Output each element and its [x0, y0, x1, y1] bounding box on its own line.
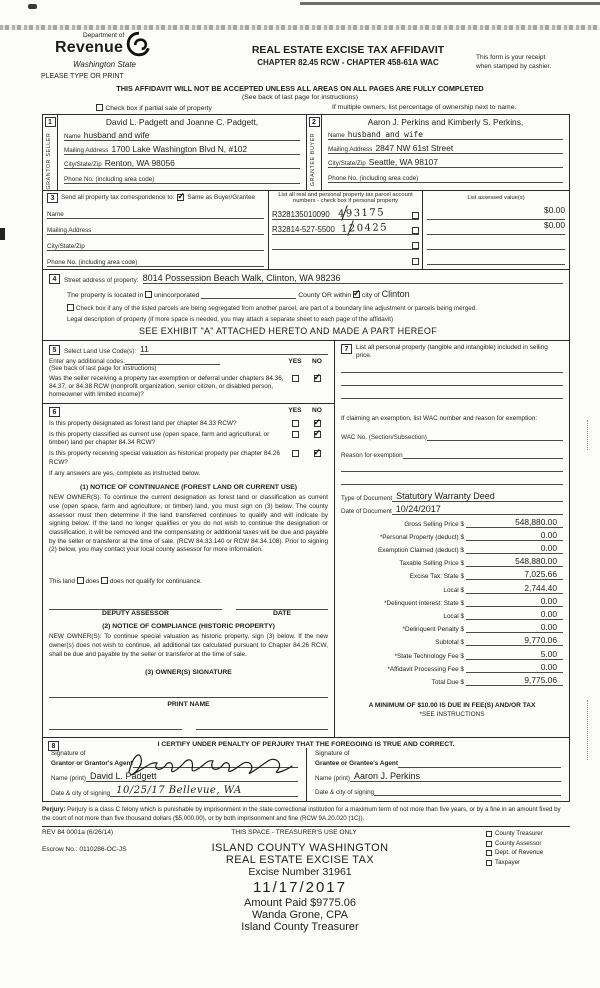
city-value: Clinton [381, 288, 410, 299]
handwritten-parcel-number: 120425 [340, 222, 389, 236]
total-due-value: 9,775.06 [466, 675, 563, 686]
land-use-code-label: Select Land Use Code(s): [64, 347, 137, 355]
city-state-zip-label: City/State/Zip [328, 160, 366, 167]
page-title: REAL ESTATE EXCISE TAX AFFIDAVIT [251, 44, 445, 56]
section-1-number: 1 [45, 117, 56, 127]
parcel-number: R328135010090 [272, 210, 330, 220]
buyer-grantee-side-label: GRANTEE BUYER [310, 133, 317, 187]
personal-property-checkbox [412, 242, 419, 249]
parcel-row [272, 250, 419, 265]
exemption-question: Was the seller receiving a property tax exemption or deferral under chapters 84.36, 84.37, or 84.38 RCW (nonprofit organization, senior citizen, or disabled person, homeowner with limited income)? [49, 374, 284, 399]
grantee-signature-block [306, 748, 569, 801]
taxable-selling-price-label: Taxable Selling Price $ [399, 560, 464, 568]
print-name-label: PRINT NAME [167, 701, 210, 709]
no-header: NO [312, 357, 322, 365]
gross-selling-price-value: 548,880.00 [466, 517, 563, 528]
scan-noise-band [0, 25, 600, 30]
mailing-address-label: Mailing Address [47, 226, 92, 234]
buyer-name-line2: husband and wife [347, 130, 423, 139]
seller-grantor-section [43, 115, 306, 190]
notice-compliance-body: NEW OWNER(S): To continue special valuation as historic property, sign (3) below. If the new owner(s) does not wish to continue, all additional tax calculated pursuant to Chapter 84.26 RCW, shall be due and payable by the seller or transferor at the time of sale. [49, 633, 328, 658]
current-use-no-checkbox: ✓ [313, 427, 322, 438]
dor-logo-block [41, 32, 220, 80]
phone-label: Phone No. (including area code) [47, 258, 138, 266]
partial-sale-label: Check box if partial sale of property [105, 105, 212, 112]
section-3-number: 3 [47, 193, 58, 203]
grantor-agent-label: Grantor or Grantor's Agent [51, 759, 133, 767]
date-city-label: Date & city of signing [315, 789, 375, 797]
unincorporated-checkbox [145, 291, 152, 298]
stamp-tax-line: REAL ESTATE EXCISE TAX [225, 854, 375, 867]
receipt-note: This form is your receipt when stamped by cashier. [476, 54, 552, 70]
personal-property-checkbox [412, 227, 419, 234]
multiple-owners-note: If multiple owners, list percentage of ownership next to name. [332, 104, 517, 111]
date-city-label: Date & city of signing [51, 790, 111, 798]
state-technology-fee-value: 5.00 [466, 649, 563, 660]
phone-label: Phone No. (including area code) [64, 176, 155, 183]
delinquent-penalty-value: 0.00 [466, 622, 563, 633]
scan-artifact [300, 2, 600, 5]
current-use-question: Is this property classified as current use (open space, farm and agricultural, or timber) land per chapter 84.34 RCW? [49, 430, 270, 447]
stamp-amount-paid: Amount Paid $9775.06 [244, 897, 356, 910]
stamp-treasurer-name: Wanda Grone, CPA [252, 909, 348, 922]
current-use-yes-checkbox [292, 431, 299, 438]
delinquent-interest-local-value: 0.00 [466, 609, 563, 620]
mailing-address-label: Mailing Address [64, 147, 109, 154]
city-state-zip-label: City/State/Zip [47, 242, 85, 250]
assessed-value: $0.00 [427, 220, 565, 235]
assessed-values-header: List assessed value(s) [467, 194, 525, 201]
county-treasurer-label: County Treasurer [495, 830, 543, 838]
wac-number-label: WAC No. (Section/Subsection) [341, 433, 427, 441]
affidavit-processing-fee-label: *Affidavit Processing Fee $ [387, 665, 464, 673]
street-address-value: 8014 Possession Beach Walk, Clinton, WA 98236 [143, 273, 563, 284]
buyer-grantee-section [306, 115, 569, 190]
scan-artifact [587, 700, 588, 760]
section-8-number: 8 [48, 741, 59, 751]
county-blank [201, 291, 296, 299]
seller-address: 1700 Lake Washington Blvd N, #102 [111, 144, 248, 154]
blank-line [341, 360, 563, 373]
exemption-no-checkbox: ✓ [313, 371, 322, 382]
personal-property-checkbox [412, 258, 419, 265]
reason-exemption-blank [403, 458, 563, 459]
parcel-numbers-header: List all real and personal property tax parcel account numbers - check box if personal property [278, 191, 413, 205]
personal-property-header: List all personal property (tangible and intangible) included in selling price. [356, 343, 548, 359]
perjury-label: Perjury: [42, 806, 66, 814]
buyer-name-line1: Aaron J. Perkins and Kimberly S. Perkins, [367, 117, 524, 127]
washington-state-label: Washington State [73, 60, 137, 69]
blank-line [341, 373, 563, 386]
this-land-label: This land [49, 577, 75, 585]
dept-of-label: Department of [83, 32, 125, 39]
see-instructions-note: *SEE INSTRUCTIONS [419, 710, 485, 718]
forest-land-question: Is this property designated as forest land per chapter 84.33 RCW? [49, 419, 237, 427]
affidavit-processing-fee-value: 0.00 [466, 662, 563, 673]
dor-swirl-icon [126, 31, 152, 62]
dept-of-revenue-label: Dept. of Revenue [495, 849, 544, 857]
total-due-label: Total Due $ [431, 678, 464, 686]
legal-description-label: Legal description of property (if more space is needed, you may attach a separate sheet to each page of the affidavit) [67, 315, 394, 323]
assessor-date-line [236, 602, 328, 610]
perjury-text: Perjury is a class C felony which is punishable by imprisonment in the state correctional institution for a maximum term of not more than five years, or by a fine in an amount fixed by the court of not more than five thousand dollars ($5,000.00), or by both imprisonment and fine (RCW 9A.20.020 (1C)). [42, 806, 561, 822]
if-yes-note: If any answers are yes, complete as instructed below. [49, 470, 201, 478]
deputy-assessor-line [49, 602, 222, 610]
tax-correspondence-section [43, 191, 569, 270]
type-of-document-label: Type of Document [341, 494, 393, 502]
taxable-selling-price-value: 548,880.00 [466, 556, 563, 567]
excise-tax-local-label: Local $ [443, 586, 464, 594]
grantee-signature-line [398, 758, 561, 768]
land-use-code-value: 11 [140, 344, 328, 355]
grantor-printed-name: David L. Padgett [86, 771, 298, 782]
exemption-claimed-value: 0.00 [466, 543, 563, 554]
notice-compliance-title: (2) NOTICE OF COMPLIANCE (HISTORIC PROPERTY) [102, 623, 275, 631]
taxpayer-label: Taxpayer [495, 858, 521, 866]
does-not-qualify-label: does not qualify for continuance. [109, 577, 202, 585]
stamp-treasurer-title: Island County Treasurer [241, 921, 359, 934]
acceptance-banner: THIS AFFIDAVIT WILL NOT BE ACCEPTED UNLESS ALL AREAS ON ALL PAGES ARE FULLY COMPLETED [116, 84, 484, 93]
city-of-label: city of [361, 291, 380, 299]
owners-signature-line [49, 676, 328, 698]
forest-land-section [43, 403, 334, 738]
historic-no-checkbox: ✓ [313, 447, 322, 458]
parcel-row [272, 205, 419, 220]
personal-property-deduct-label: *Personal Property (deduct) $ [379, 533, 464, 541]
escrow-number-value: 0110286-OC-JS [79, 846, 127, 854]
forest-no-checkbox: ✓ [313, 416, 322, 427]
property-address-section [43, 270, 569, 341]
handwritten-parcel-number: 493175 [337, 207, 386, 221]
print-name-line [49, 722, 182, 730]
grantor-date-city: 10/25/17 Bellevue, WA [110, 785, 298, 797]
blank-line [341, 386, 563, 399]
delinquent-interest-state-value: 0.00 [466, 596, 563, 607]
exemption-yes-checkbox [292, 375, 299, 382]
name-print-label: Name (print) [51, 775, 86, 783]
delinquent-penalty-label: *Delinquent Penalty $ [402, 626, 464, 634]
does-qualify-checkbox [77, 577, 84, 584]
notice-continuance-title: (1) NOTICE OF CONTINUANCE (FOREST LAND OR CURRENT USE) [79, 484, 298, 492]
name-label: Name [47, 210, 64, 218]
state-technology-fee-label: *State Technology Fee $ [394, 652, 464, 660]
name-label: Name [64, 133, 81, 140]
excise-tax-local-value: 2,744.40 [466, 583, 563, 594]
subtotal-value: 9,770.06 [466, 635, 563, 646]
unincorporated-label: unincorporated [154, 291, 200, 299]
same-as-buyer-label: Same as Buyer/Grantee [187, 194, 255, 202]
blank-line [341, 459, 563, 472]
page-subtitle: CHAPTER 82.45 RCW - CHAPTER 458-61A WAC [257, 58, 439, 67]
street-address-label: Street address of property: [64, 276, 139, 284]
buyer-address: 2847 NW 61st Street [375, 143, 454, 153]
same-as-buyer-checkbox: ✓ [177, 191, 185, 202]
owners-signature-title: (3) OWNER(S) SIGNATURE [145, 669, 232, 677]
section-6-number: 6 [49, 407, 60, 417]
parcel-row [272, 235, 419, 250]
additional-codes-label: Enter any additional codes: [49, 357, 125, 365]
affidavit-form [42, 114, 570, 802]
scan-artifact [0, 228, 5, 240]
stamp-excise-number: Excise Number 31961 [248, 866, 352, 879]
does-label: does [85, 577, 100, 585]
seller-grantor-side-label: GRANTOR SELLER [46, 133, 53, 190]
delinquent-interest-local-label: Local $ [443, 613, 464, 620]
form-revision-number: REV 84 0001a (6/26/14) [42, 829, 114, 837]
perjury-notice [42, 806, 570, 823]
parcel-number: R32814-527-5500 [272, 225, 335, 235]
parcel-row [272, 220, 419, 235]
signature-of-label: Signature of [51, 750, 86, 758]
print-name-line [196, 722, 329, 730]
county-treasurer-checkbox [486, 831, 492, 837]
send-correspondence-label: Send all property tax correspondence to: [61, 194, 175, 202]
reason-exemption-label: Reason for exemption [341, 451, 403, 459]
mailing-address-label: Mailing Address [328, 146, 373, 153]
grantor-signature-block [43, 748, 306, 801]
name-label: Name [328, 132, 345, 139]
section-4-number: 4 [49, 274, 60, 284]
located-in-label: The property is located in [67, 291, 144, 299]
notice-continuance-body: NEW OWNER(S): To continue the current designation as forest land or classification as current use (open space, farm and agriculture, or timber) land, you must sign on (3) below. The county assessor must then determine if the land transferred continues to qualify and will indicate by signing below. If the land no longer qualifies or you do not wish to continue the designation or classification, it will be removed and the compensating or additional taxes will be due and payable by the seller or transferor at the time of sale. (RCW 84.33.140 or RCW 84.34.108). Prior to signing (2) below, you may contact your local county assessor for more information. [49, 494, 328, 554]
historic-property-question: Is this property receiving special valuation as historical property per chapter 84.26 RCW? [49, 450, 280, 466]
yes-header: YES [288, 406, 302, 414]
assessed-value [427, 235, 565, 250]
grantee-date-city [374, 787, 561, 796]
county-or-label: County OR within [298, 291, 352, 299]
phone-label: Phone No. (including area code) [328, 175, 419, 182]
minimum-fee-note: A MINIMUM OF $10.00 IS DUE IN FEE(S) AND/OR TAX [368, 701, 536, 709]
legal-description-value: SEE EXHIBIT "A" ATTACHED HERETO AND MADE A PART HEREOF [139, 325, 437, 336]
partial-sale-checkbox [96, 104, 103, 111]
please-type-label: PLEASE TYPE OR PRINT [41, 73, 124, 80]
buyer-city: Seattle, WA 98107 [368, 157, 438, 167]
see-back-note: (See back of last page for instructions) [49, 364, 157, 372]
assessor-date-label: DATE [272, 610, 291, 618]
deputy-assessor-label: DEPUTY ASSESSOR [102, 610, 169, 618]
excise-tax-stamp [155, 842, 445, 933]
county-assessor-label: County Assessor [495, 839, 542, 847]
form-header [0, 0, 600, 80]
date-of-document-value: 10/24/2017 [392, 504, 563, 515]
grantee-printed-name: Aaron J. Perkins [350, 771, 561, 782]
seller-city: Renton, WA 98056 [104, 158, 175, 168]
city-state-zip-label: City/State/Zip [64, 161, 102, 168]
stamp-county-line: ISLAND COUNTY WASHINGTON [211, 842, 389, 855]
historic-yes-checkbox [292, 450, 299, 457]
type-of-document-value: Statutory Warranty Deed [392, 491, 563, 502]
date-of-document-label: Date of Document [341, 507, 392, 515]
personal-property-section [335, 341, 569, 738]
subtotal-label: Subtotal $ [435, 639, 464, 647]
personal-property-checkbox [412, 212, 419, 219]
seller-name-line2: husband and wife [83, 130, 150, 140]
forest-yes-checkbox [292, 420, 299, 427]
segregated-checkbox [67, 304, 74, 311]
excise-tax-state-value: 7,025.66 [466, 569, 563, 580]
name-print-label: Name (print) [315, 775, 350, 783]
revenue-wordmark: Revenue [55, 39, 124, 56]
segregated-label: Check box if any of the listed parcels are being segregated from another parcel, are part of a boundary line adjustment or parcels being merged. [75, 304, 478, 312]
wac-number-blank [427, 440, 563, 441]
signature-of-label: Signature of [315, 750, 350, 758]
scan-artifact [28, 4, 37, 9]
no-header: NO [312, 406, 322, 414]
land-use-section [43, 341, 335, 738]
delinquent-interest-state-label: *Delinquent Interest: State $ [384, 599, 464, 607]
section-7-number: 7 [341, 344, 352, 354]
grantor-signature-image [121, 748, 296, 783]
yes-header: YES [288, 357, 302, 365]
grantee-agent-label: Grantee or Grantee's Agent [315, 759, 398, 767]
scan-artifact [587, 420, 588, 450]
divider [42, 826, 570, 827]
seller-name-line1: David L. Padgett and Joanne C. Padgett, [105, 117, 259, 127]
certification-section [43, 738, 569, 801]
escrow-number-label: Escrow No.: [42, 846, 78, 854]
does-not-qualify-checkbox [101, 577, 108, 584]
stamp-date: 11/17/2017 [253, 879, 347, 897]
assessed-value: $0.00 [427, 205, 565, 220]
section-2-number: 2 [309, 117, 320, 127]
exemption-claimed-label: Exemption Claimed (deduct) $ [378, 547, 464, 555]
blank-line [341, 472, 563, 485]
gross-selling-price-label: Gross Selling Price $ [404, 520, 464, 528]
city-checkbox: ✓ [353, 287, 361, 298]
excise-tax-state-label: Excise Tax: State $ [409, 573, 464, 581]
certify-statement: I CERTIFY UNDER PENALTY OF PERJURY THAT THE FOREGOING IS TRUE AND CORRECT. [157, 741, 455, 749]
treasurer-stamp-area [0, 842, 600, 933]
personal-property-deduct-value: 0.00 [466, 530, 563, 541]
treasurer-use-label: THIS SPACE - TREASURER'S USE ONLY [231, 829, 357, 837]
banner-subnote: (See back of last page for instructions) [242, 94, 358, 101]
section-5-number: 5 [49, 345, 60, 355]
exemption-claim-note: If claiming an exemption, list WAC number and reason for exemption: [341, 415, 538, 423]
assessed-value [427, 250, 565, 265]
